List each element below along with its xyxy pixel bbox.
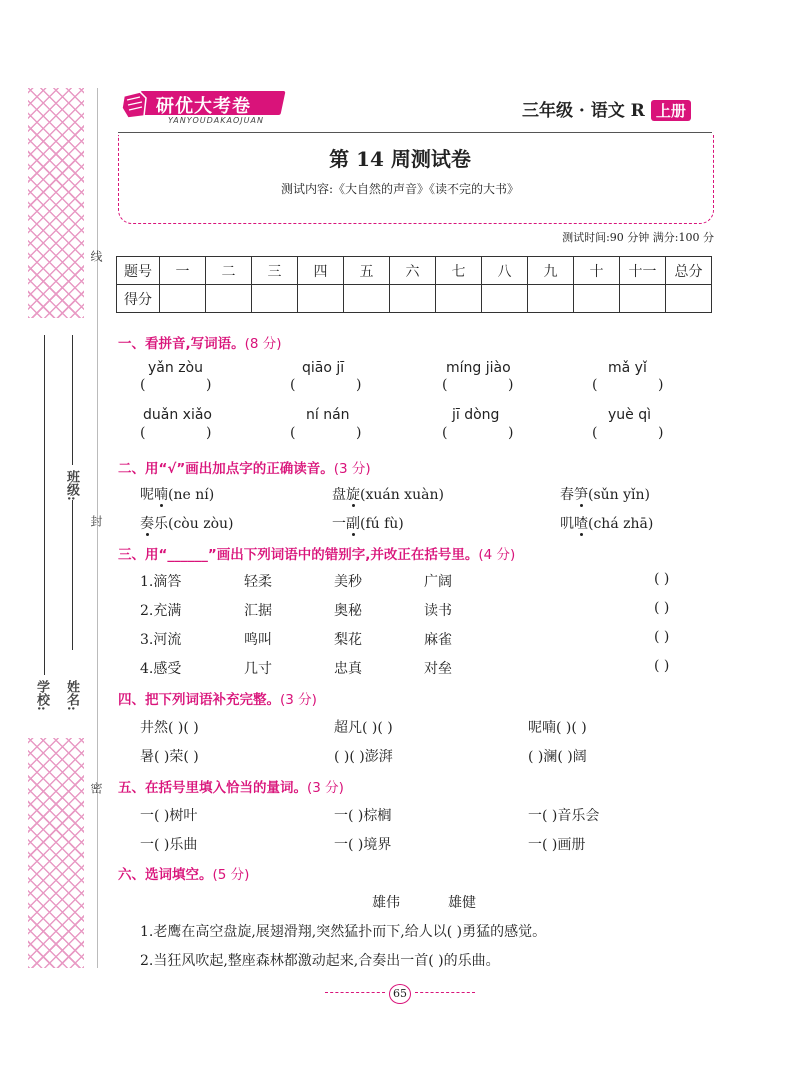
table-cell: 八 (482, 257, 528, 285)
name-label: 姓名: (64, 680, 79, 711)
pinyin-item: qiāo jī (302, 360, 345, 376)
grade-text: 三年级 · 语文 R (522, 101, 645, 121)
emphasis-dot (580, 533, 583, 536)
question-2[interactable]: 2.当狂风吹起,整座森林都激动起来,合奏出一首( )的乐曲。 (140, 953, 500, 969)
answer-paren[interactable]: ( ) (654, 600, 670, 616)
score-cell[interactable] (436, 285, 482, 313)
word-cell: 奥秘 (334, 603, 362, 619)
measure-item[interactable]: 一( )树叶 (140, 808, 198, 824)
answer-paren-close: ) (658, 377, 664, 393)
answer-paren[interactable]: ( ) (654, 658, 670, 674)
pinyin-item: míng jiào (446, 360, 511, 376)
volume-badge: 上册 (651, 100, 691, 121)
score-cell[interactable] (528, 285, 574, 313)
score-cell[interactable] (620, 285, 666, 313)
answer-paren-open[interactable]: ( (592, 425, 598, 441)
brand-pinyin: YANYOUDAKAOJUAN (168, 116, 264, 125)
word-cell: 2.充满 (140, 603, 182, 619)
pinyin-item: mǎ yǐ (608, 360, 647, 376)
section-3-title: 三、用“______”画出下列词语中的错别字,并改正在括号里。(4 分) (118, 547, 516, 563)
pinyin-item: ní nán (306, 407, 350, 423)
pinyin-item: duǎn xiǎo (143, 407, 212, 423)
answer-paren-close: ) (356, 425, 362, 441)
answer-paren-open[interactable]: ( (290, 425, 296, 441)
measure-item[interactable]: 一( )画册 (528, 837, 586, 853)
pinyin-item: yǎn zòu (148, 360, 203, 376)
table-cell: 一 (160, 257, 206, 285)
fill-item[interactable]: 超凡( )( ) (334, 720, 393, 736)
test-content: 测试内容:《大自然的声音》《读不完的大书》 (280, 182, 520, 196)
score-cell[interactable] (390, 285, 436, 313)
score-table-row (117, 285, 712, 313)
answer-paren-open[interactable]: ( (290, 377, 296, 393)
margin-pattern-top (28, 88, 84, 318)
school-line (44, 335, 45, 675)
word-cell: 美秒 (334, 574, 362, 590)
section-2-title: 二、用“√”画出加点字的正确读音。(3 分) (118, 461, 371, 477)
reading-item: 春笋(sǔn yǐn) (560, 487, 650, 503)
class-label: 班级: (64, 470, 79, 501)
answer-paren-close: ) (508, 425, 514, 441)
pinyin-item: jī dòng (452, 407, 500, 423)
word-choice: 雄伟 (372, 895, 400, 911)
section-1-title: 一、看拼音,写词语。(8 分) (118, 336, 282, 352)
word-cell: 3.河流 (140, 632, 182, 648)
score-cell[interactable] (344, 285, 390, 313)
answer-paren[interactable]: ( ) (654, 571, 670, 587)
answer-paren-open[interactable]: ( (442, 425, 448, 441)
word-cell: 对垒 (424, 661, 452, 677)
emphasis-dot (160, 504, 163, 507)
score-cell[interactable] (482, 285, 528, 313)
brand-name: 研优大考卷 (156, 96, 251, 117)
binding-line (97, 88, 98, 968)
table-cell: 十一 (620, 257, 666, 285)
answer-paren-open[interactable]: ( (592, 377, 598, 393)
emphasis-dot (352, 504, 355, 507)
measure-item[interactable]: 一( )音乐会 (528, 808, 600, 824)
table-cell: 十 (574, 257, 620, 285)
section-6-title: 六、选词填空。(5 分) (118, 867, 250, 883)
word-cell: 4.感受 (140, 661, 182, 677)
brand-logo (118, 86, 286, 130)
word-cell: 梨花 (334, 632, 362, 648)
time-score: 测试时间:90 分钟 满分:100 分 (562, 231, 714, 244)
measure-item[interactable]: 一( )乐曲 (140, 837, 198, 853)
page-title: 第 14 周测试卷 (329, 147, 471, 171)
score-cell[interactable] (574, 285, 620, 313)
fill-item[interactable]: 呢喃( )( ) (528, 720, 587, 736)
measure-item[interactable]: 一( )境界 (334, 837, 392, 853)
answer-paren-close: ) (206, 425, 212, 441)
answer-paren-open[interactable]: ( (442, 377, 448, 393)
emphasis-dot (580, 504, 583, 507)
fist-icon (118, 86, 152, 122)
table-cell: 九 (528, 257, 574, 285)
word-cell: 1.滴答 (140, 574, 182, 590)
reading-item: 叽喳(chá zhā) (560, 516, 654, 532)
table-cell: 总分 (666, 257, 712, 285)
table-cell: 题号 (117, 257, 160, 285)
table-cell: 六 (390, 257, 436, 285)
word-cell: 轻柔 (244, 574, 272, 590)
margin-pattern-bottom (28, 738, 84, 968)
fill-item[interactable]: ( )澜( )阔 (528, 749, 587, 765)
reading-item: 一副(fú fù) (332, 516, 404, 532)
score-cell[interactable] (252, 285, 298, 313)
score-cell[interactable] (666, 285, 712, 313)
emphasis-dot (352, 533, 355, 536)
word-cell: 忠真 (334, 661, 362, 677)
section-5-title: 五、在括号里填入恰当的量词。(3 分) (118, 780, 344, 796)
fill-item[interactable]: 暑( )荣( ) (140, 749, 199, 765)
table-cell: 四 (298, 257, 344, 285)
answer-paren[interactable]: ( ) (654, 629, 670, 645)
score-cell[interactable] (206, 285, 252, 313)
score-cell[interactable] (298, 285, 344, 313)
word-cell: 几寸 (244, 661, 272, 677)
question-1[interactable]: 1.老鹰在高空盘旋,展翅滑翔,突然猛扑而下,给人以( )勇猛的感觉。 (140, 924, 547, 940)
emphasis-dot (146, 533, 149, 536)
margin-label-mi: 密 (89, 782, 103, 794)
word-cell: 麻雀 (424, 632, 452, 648)
class-line-2 (72, 500, 73, 650)
reading-item: 盘旋(xuán xuàn) (332, 487, 444, 503)
word-cell: 读书 (424, 603, 452, 619)
school-label: 学校: (34, 680, 49, 711)
class-line (72, 335, 73, 465)
answer-paren-close: ) (508, 377, 514, 393)
header-rule (118, 132, 712, 133)
answer-paren-close: ) (356, 377, 362, 393)
fill-item[interactable]: ( )( )澎湃 (334, 749, 393, 765)
grade-label (522, 96, 691, 121)
pinyin-item: yuè qì (608, 407, 651, 423)
answer-paren-open[interactable]: ( (140, 377, 146, 393)
word-cell: 汇据 (244, 603, 272, 619)
word-cell: 广阔 (424, 574, 452, 590)
word-cell: 鸣叫 (244, 632, 272, 648)
page-number: 65 (389, 984, 411, 1004)
answer-paren-open[interactable]: ( (140, 425, 146, 441)
section-4-title: 四、把下列词语补充完整。(3 分) (118, 692, 317, 708)
measure-item[interactable]: 一( )棕榈 (334, 808, 392, 824)
answer-paren-close: ) (206, 377, 212, 393)
word-choice: 雄健 (448, 895, 476, 911)
answer-paren-close: ) (658, 425, 664, 441)
table-cell: 三 (252, 257, 298, 285)
page-footer (0, 982, 800, 1004)
table-cell: 二 (206, 257, 252, 285)
table-cell: 得分 (117, 285, 160, 313)
score-table (116, 256, 712, 313)
reading-item: 奏乐(còu zòu) (140, 516, 234, 532)
score-cell[interactable] (160, 285, 206, 313)
table-cell: 五 (344, 257, 390, 285)
score-table-header (117, 257, 712, 285)
reading-item: 呢喃(ne ní) (140, 487, 215, 503)
margin-label-feng: 封 (89, 515, 103, 527)
margin-label-xian: 线 (89, 250, 103, 262)
table-cell: 七 (436, 257, 482, 285)
fill-item[interactable]: 井然( )( ) (140, 720, 199, 736)
